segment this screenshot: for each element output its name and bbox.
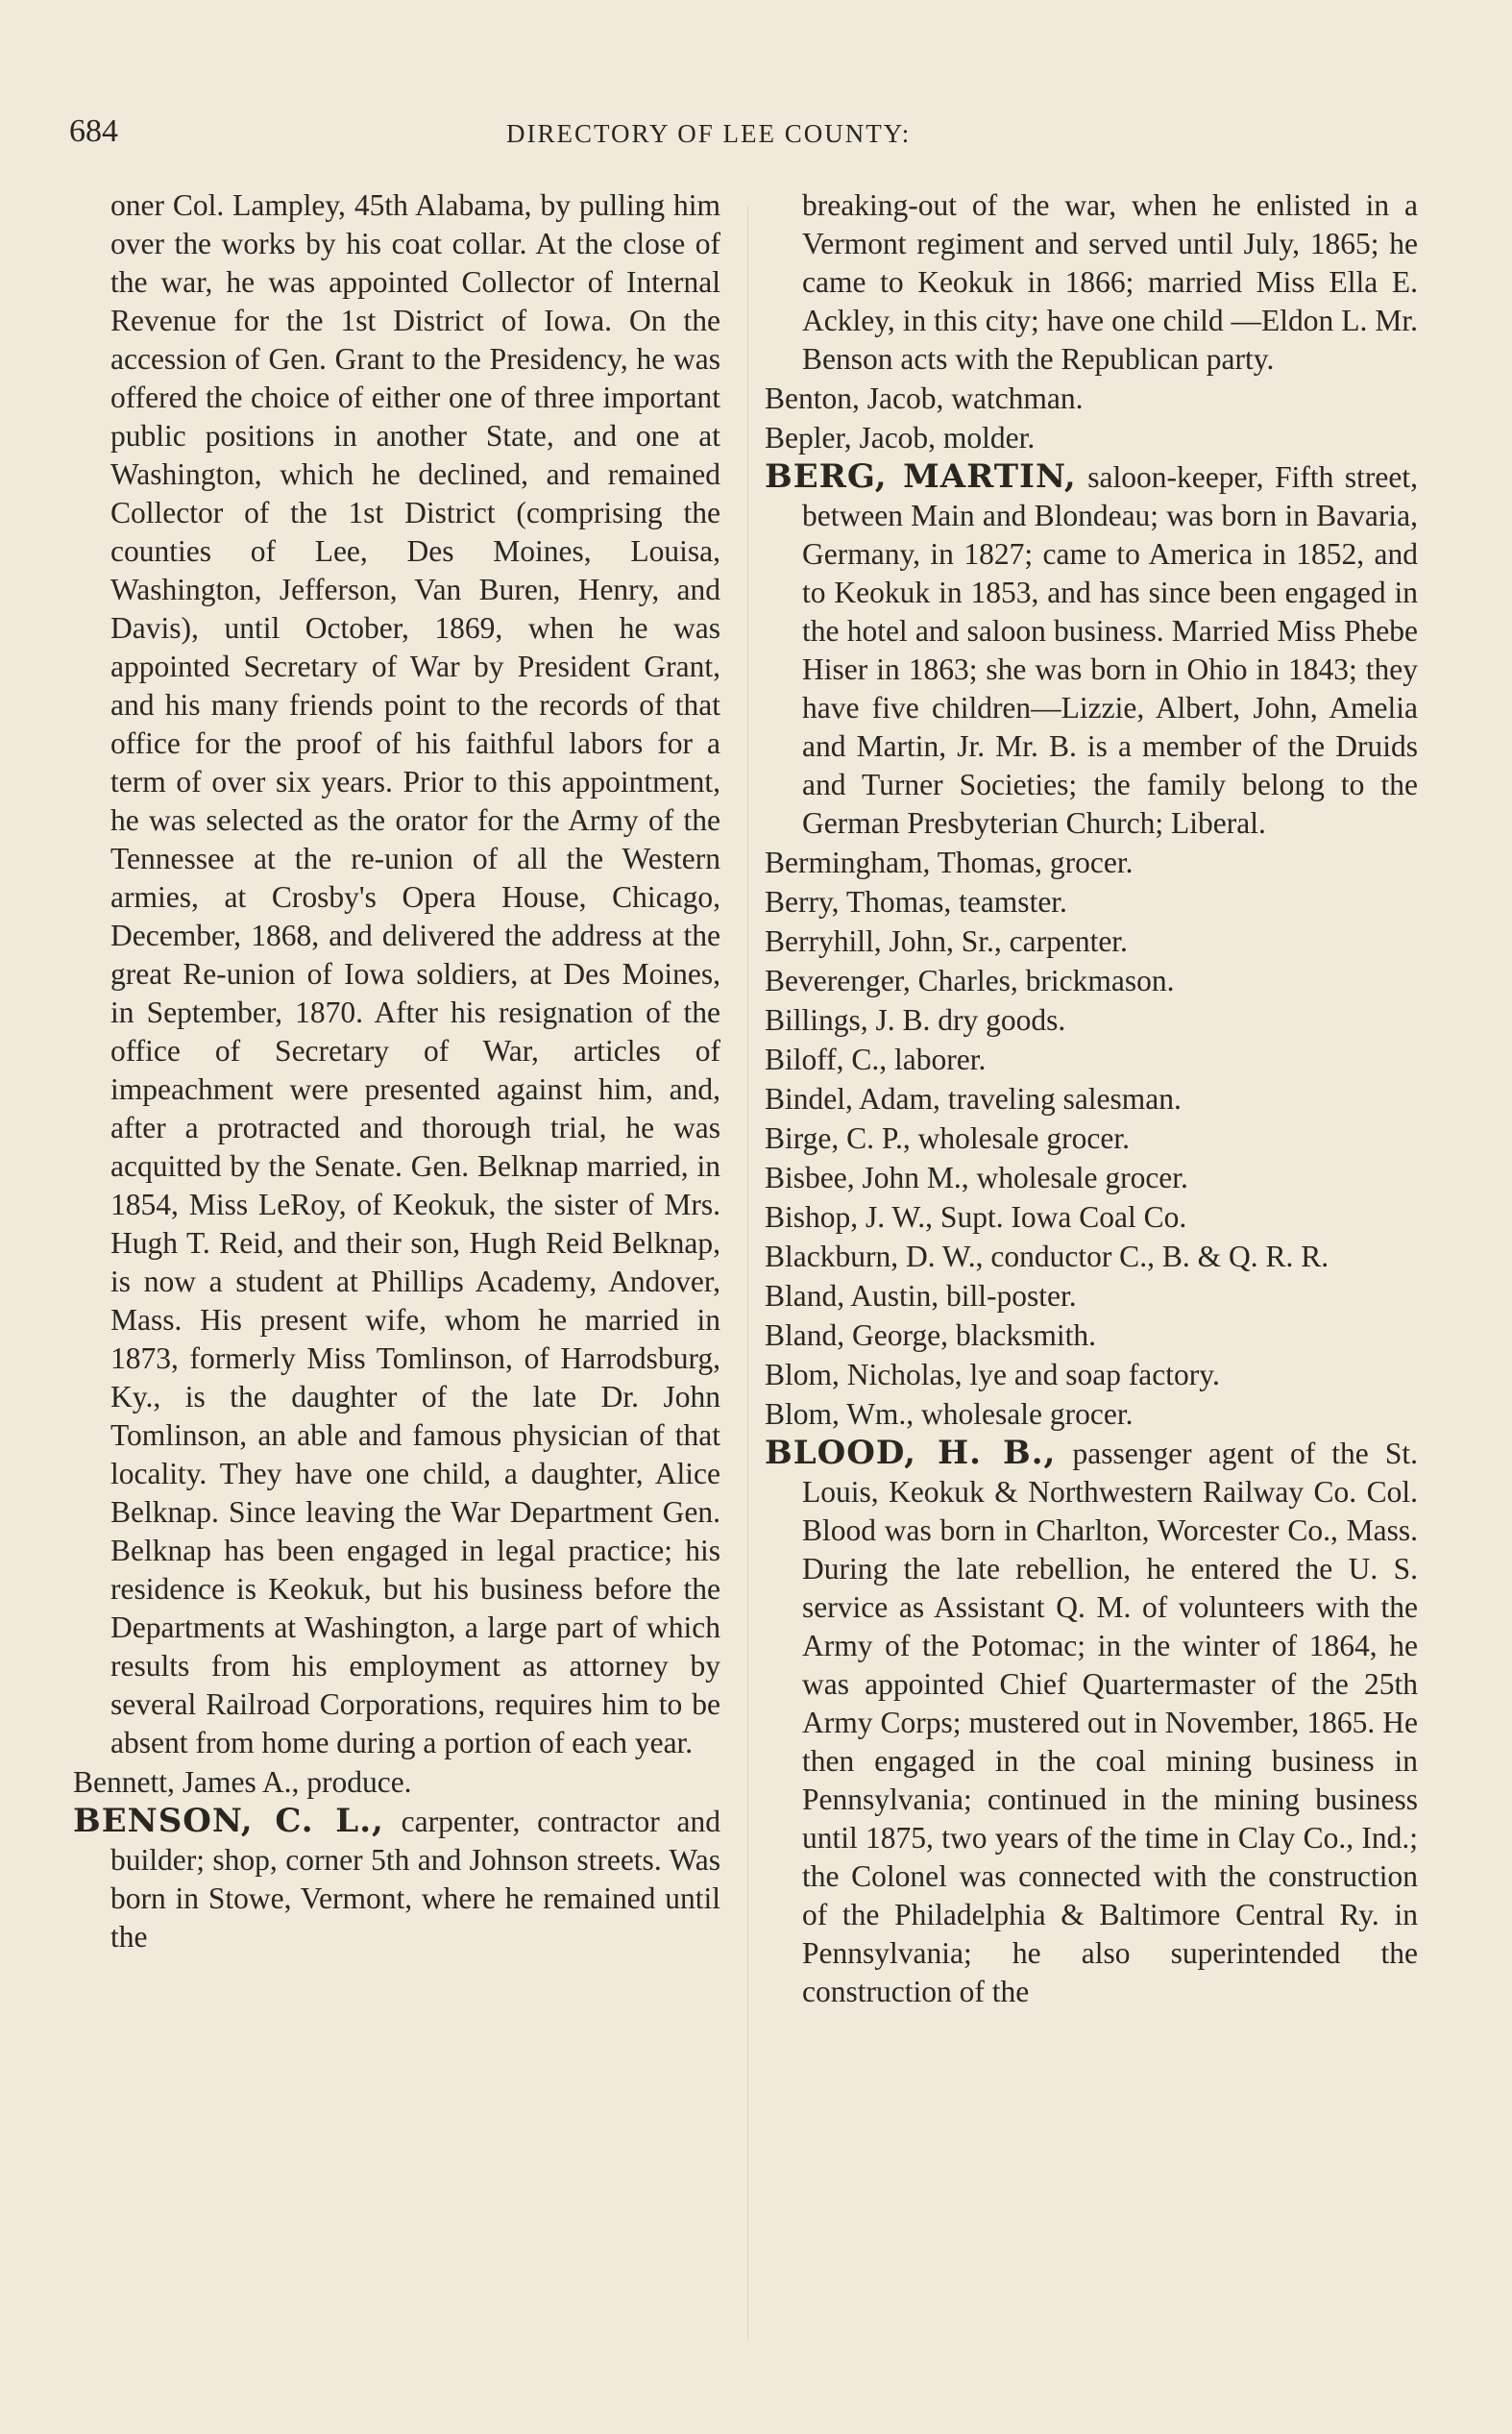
- directory-entry: [765, 882, 1418, 922]
- directory-entry: [765, 418, 1418, 457]
- entry-text: Berry, Thomas, teamster.: [765, 885, 1067, 919]
- entry-text: Blom, Nicholas, lye and soap factory.: [765, 1358, 1220, 1391]
- directory-entry: [765, 1355, 1418, 1394]
- directory-entry: [765, 379, 1418, 418]
- entry-name: BERG, MARTIN,: [765, 457, 1077, 496]
- directory-entry: [765, 1000, 1418, 1040]
- entry-text: Bepler, Jacob, molder.: [765, 421, 1036, 455]
- directory-entry: [765, 1040, 1418, 1079]
- directory-entry: [73, 1762, 720, 1802]
- directory-entry: [765, 1434, 1418, 2011]
- entry-text: carpenter, contractor and builder; shop, corner 5th and Johnson streets. Was born in Stowe, Vermont, where he remained until the: [110, 1805, 720, 1954]
- directory-entry: [765, 1158, 1418, 1197]
- directory-entry: [765, 1197, 1418, 1237]
- entry-text: Blom, Wm., wholesale grocer.: [765, 1397, 1134, 1431]
- directory-entry: [765, 1315, 1418, 1355]
- directory-entry: [765, 1237, 1418, 1276]
- directory-entry: [765, 961, 1418, 1000]
- entry-text: Blackburn, D. W., conductor C., B. & Q. R. R.: [765, 1240, 1329, 1273]
- right-column: [765, 186, 1418, 2011]
- directory-entry: [73, 1802, 720, 1956]
- directory-entry: [765, 1079, 1418, 1119]
- entry-text: Bishop, J. W., Supt. Iowa Coal Co.: [765, 1200, 1187, 1234]
- entry-text: Bennett, James A., produce.: [73, 1765, 412, 1799]
- entry-text: passenger agent of the St. Louis, Keokuk & Northwestern Railway Co. Col. Blood was born in Charlton, Worcester Co., Mass. During the late rebellion, he entered the U. S. service as Assistant Q. M. of volunteers with the Army of the Potomac; in the winter of 1864, he was appointed Chief Quartermaster of the 25th Army Corps; mustered out in November, 1865. He then engaged in the coal mining business in Pennsylvania; continued in the mining business until 1875, two years of the time in Clay Co., Ind.; the Colonel was connected with the construction of the Philadelphia & Baltimore Central Ry. in Pennsylvania; he also superintended the construction of the: [802, 1437, 1418, 2008]
- directory-entry: [765, 1276, 1418, 1315]
- entry-text: Beverenger, Charles, brickmason.: [765, 964, 1175, 997]
- entry-text: Bermingham, Thomas, grocer.: [765, 846, 1134, 879]
- entry-text: Biloff, C., laborer.: [765, 1043, 987, 1076]
- directory-entry: [765, 843, 1418, 882]
- running-title: DIRECTORY OF LEE COUNTY:: [506, 119, 912, 148]
- continued-biography: oner Col. Lampley, 45th Alabama, by pulling him over the works by his coat collar. At the close of the war, he was appointed Collector of Internal Revenue for the 1st District of Iowa. On the accession of Gen. Grant to the Presidency, he was offered the choice of either one of three important public positions in another State, and one at Washington, which he declined, and remained Collector of the 1st District (comprising the counties of Lee, Des Moines, Louisa, Washington, Jefferson, Van Buren, Henry, and Davis), until October, 1869, when he was appointed Secretary of War by President Grant, and his many friends point to the records of that office for the proof of his faithful labors for a term of over six years. Prior to this appointment, he was selected as the orator for the Army of the Tennessee at the re-union of all the Western armies, at Crosby's Opera House, Chicago, December, 1868, and delivered the address at the great Re-union of Iowa soldiers, at Des Moines, in September, 1870. After his resignation of the office of Secretary of War, articles of impeachment were presented against him, and, after a protracted and thorough trial, he was acquitted by the Senate. Gen. Belknap married, in 1854, Miss LeRoy, of Keokuk, the sister of Mrs. Hugh T. Reid, and their son, Hugh Reid Belknap, is now a student at Phillips Academy, Andover, Mass. His present wife, whom he married in 1873, formerly Miss Tomlinson, of Harrodsburg, Ky., is the daughter of the late Dr. John Tomlinson, an able and famous physician of that locality. They have one child, a daughter, Alice Belknap. Since leaving the War Department Gen. Belknap has been engaged in legal practice; his residence is Keokuk, but his business before the Departments at Washington, a large part of which results from his employment as attorney by several Railroad Corporations, requires him to be absent from home during a portion of each year.: [110, 188, 720, 1759]
- entry-text: Bland, George, blacksmith.: [765, 1318, 1096, 1352]
- entry-text: saloon-keeper, Fifth street, between Main and Blondeau; was born in Bavaria, Germany, in 1827; came to America in 1852, and to Keokuk in 1853, and has since been engaged in the hotel and saloon business. Married Miss Phebe Hiser in 1863; she was born in Ohio in 1843; they have five children—Lizzie, Albert, John, Amelia and Martin, Jr. Mr. B. is a member of the Druids and Turner Societies; the family belong to the German Presbyterian Church; Liberal.: [802, 460, 1418, 840]
- directory-entry: [765, 1119, 1418, 1158]
- entry-name: BLOOD, H. B.,: [765, 1434, 1057, 1472]
- entry-text: Bisbee, John M., wholesale grocer.: [765, 1161, 1188, 1194]
- page-header: [69, 113, 1414, 158]
- entry-text: Benton, Jacob, watchman.: [765, 381, 1084, 415]
- continued-biography: breaking-out of the war, when he enlisted in a Vermont regiment and served until July, 1865; he came to Keokuk in 1866; married Miss Ella E. Ackley, in this city; have one child —Eldon L. Mr. Benson acts with the Republican party.: [802, 188, 1418, 376]
- directory-entry: [765, 1394, 1418, 1434]
- entry-text: Bland, Austin, bill-poster.: [765, 1279, 1077, 1313]
- directory-entry: [765, 457, 1418, 843]
- directory-entry: [765, 922, 1418, 961]
- left-column: [73, 186, 720, 1956]
- entry-text: Billings, J. B. dry goods.: [765, 1003, 1066, 1037]
- entry-text: Bindel, Adam, traveling salesman.: [765, 1082, 1182, 1116]
- column-divider: [747, 207, 748, 2340]
- page-number: 684: [69, 113, 118, 149]
- entry-text: Birge, C. P., wholesale grocer.: [765, 1121, 1130, 1155]
- entry-name: BENSON, C. L.,: [73, 1802, 384, 1840]
- entry-text: Berryhill, John, Sr., carpenter.: [765, 924, 1128, 958]
